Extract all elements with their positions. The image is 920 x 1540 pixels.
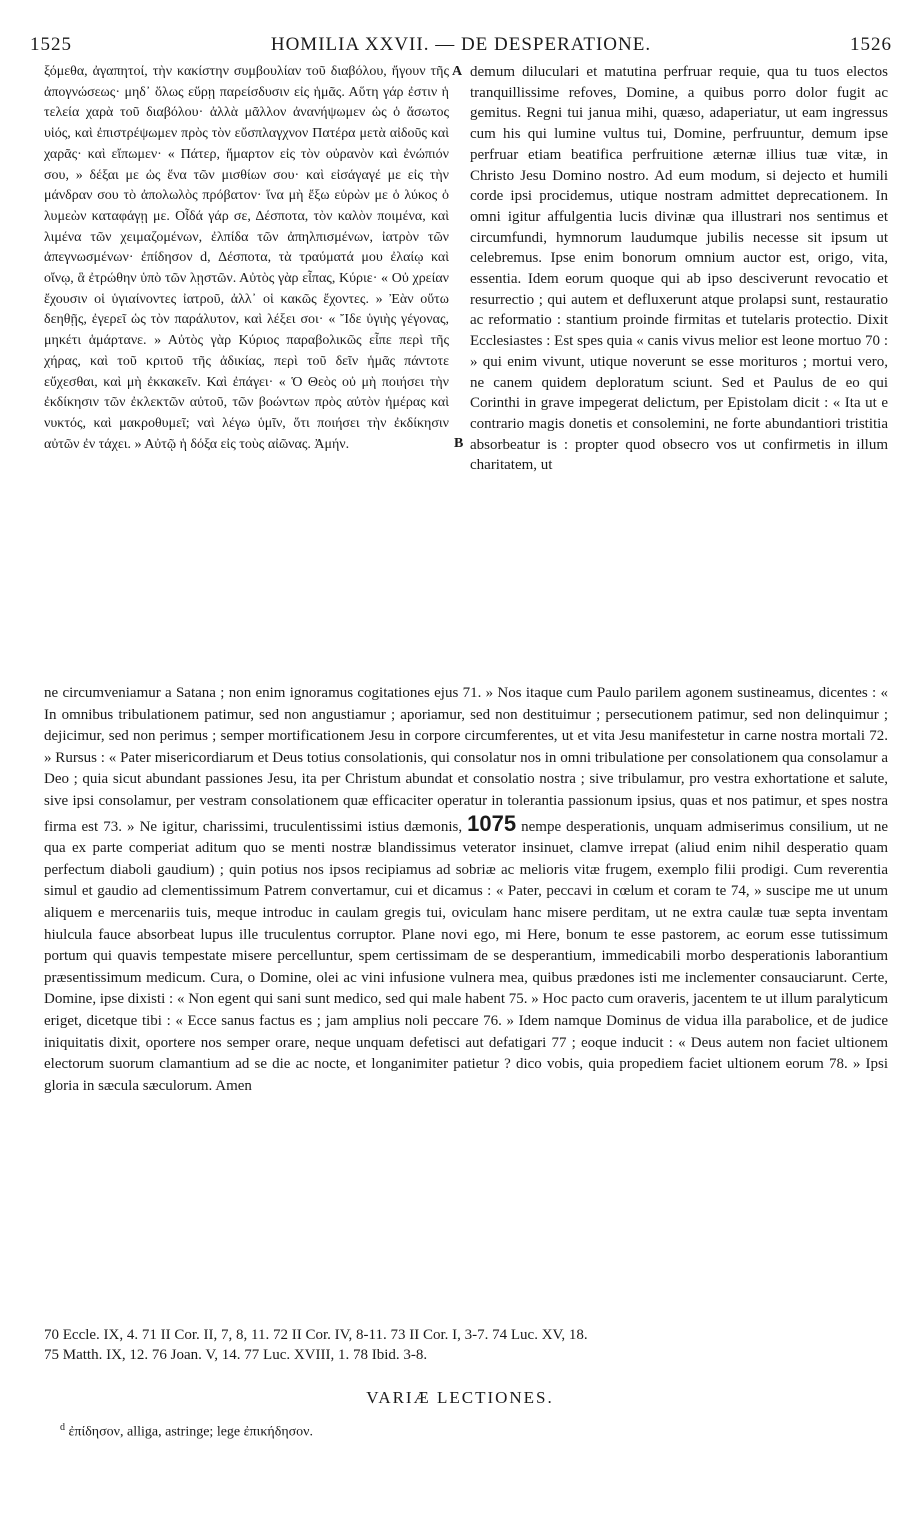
variae-lectiones-heading: VARIÆ LECTIONES. (366, 1388, 554, 1407)
latin-full-width-text (44, 683, 888, 1097)
greek-column-text: ξόμεθα, ἀγαπητοί, τὴν κακίστην συμβουλίαν τοῦ διαβόλου, ἤγουν τῆς ἀπογνώσεως· μηδ᾽ ὅλως εὕρῃ παρείσδυσιν εἰς ἡμᾶς. Αὕτη γάρ ἐστιν ἡ τελεία χαρὰ τοῦ διαβόλου· ἀλλὰ μᾶλλον ἀνανήψωμεν ὡς ὁ ἄσωτος υἱός, καὶ ἐπιστρέψωμεν πρὸς τὸν εὔσπλαγχνον Πατέρα μετὰ αἰδοῦς καὶ χαρᾶς· καὶ εἴπωμεν· « Πάτερ, ἥμαρτον εἰς τὸν οὐρανὸν καὶ ἐνώπιόν σου, » δέξαι με ὡς ἕνα τῶν μισθίων σου· καὶ εἰσάγαγέ με εἰς τὴν μάνδραν σου τὸ ἀπολωλὸς πρόβατον· ἵνα μὴ ἔξω εὑρὼν με ὁ λύκος ὁ λυμεὼν καταφάγῃ με. Οἶδά γάρ σε, Δέσποτα, τὸν καλὸν ποιμένα, καὶ λιμένα τῶν χειμαζομένων, ἐλπίδα τῶν ἀπηλπισμένων, ἰατρὸν τῶν ἀπεγνωσμένων· ἐπίδησον d, Δέσποτα, τὰ τραύματά μου ἐλαίῳ καὶ οἴνῳ, ἃ ἐτρώθην ὑπὸ τῶν λῃστῶν. Αὐτὸς γὰρ εἶπας, Κύριε· « Οὐ χρείαν ἔχουσιν οἱ ὑγιαίνοντες ἰατροῦ, ἀλλ᾽ οἱ κακῶς ἔχοντες. » Ἐὰν οὕτω δεηθῇς, ἐγερεῖ ὡς τὸν παράλυτον, καὶ λέξει σοι· « Ἴδε ὑγιὴς γέγονας, μηκέτι ἁμάρτανε. » Αὐτὸς γὰρ Κύριος παραβολικῶς εἶπε περὶ τῆς χήρας, καὶ τοῦ κριτοῦ τῆς ἀδικίας, περὶ τοῦ δεῖν ἡμᾶς πάντοτε εὔχεσθαι, καὶ μὴ ἐκκακεῖν. Καὶ ἐπάγει· « Ὁ Θεὸς οὐ μὴ ποιήσει τὴν ἐκδίκησιν τῶν ἐκλεκτῶν αὐτοῦ, τῶν βοώντων πρὸς αὐτὸν ἡμέρας καὶ νυκτός, καὶ μακροθυμεῖ; ναὶ λέγω ὑμῖν, ὅτι ποιήσει τὴν ἐκδίκησιν αὐτῶν ἐν τάχει. » Αὐτῷ ἡ δόξα εἰς τοὺς αἰῶνας. Ἀμήν. (44, 64, 449, 452)
margin-letter-a: A (452, 64, 463, 79)
page-number-left: 1525 (30, 34, 72, 55)
note-marker: d (60, 1422, 65, 1433)
page-header (30, 34, 892, 56)
latin-text-part-2: nempe desperationis, unquam admiserimus consilium, ut ne qua ex parte comperiat aditum quo se menti nostræ blandissimus veterator insinuet, clamve irrepat (aliud enim nihil desperatio quam perfectum diaboli gaudium) ; quin potius nos ipsos recipiamus ad sobriæ ac melioris vitæ frugem, exemplo filii prodigi. Cum reverentia simul et gaudio ad clementissimum Patrem convertamur, cui et dicamus : « Pater, peccavi in cœlum et coram te 74, » suscipe me ut unum aliquem e mercenariis tuis, meque introduc in caulam gregis tui, oviculam hanc misere perditam, ut ne extra caulæ tuæ septa inventam hiulcula fauce absorbeat lupus ille truculentus corruptor. Plane novi ego, mi Here, bonum te esse pastorem, ac eorum esse tutissimum portum qui quavis tempestate misere percelluntur, spem certissimam de se desperantium, immedicabili morbo desperationis laborantium præsentissimum medicum. Cura, o Domine, olei ac vini infusione vulnera mea, quibus prædones isti me inclementer consauciarunt. Certe, Domine, ipse dixisti : « Non egent qui sani sunt medico, sed qui male habent 75. » Hoc pacto cum oraveris, jacentem te ut illum paralyticum eriget, dicetque tibi : « Ecce sanus factus es ; jam amplius noli peccare 76. » Idem namque Dominus de vidua illa parabolice, et de judice iniquitatis dixit, oportere nos semper orare, neque unquam defetisci aut defatigari 77 ; eoque inducit : « Deus autem non faciet ultionem electorum suorum clamantium ad se die ac nocte, et longanimiter patietur ? dico vobis, quia propediem faciet ultionem eorum 78. » Ipsi gloria in sæcula sæculorum. Amen (44, 818, 888, 1094)
page-number-right: 1526 (850, 34, 892, 55)
margin-letter-b: B (454, 436, 464, 451)
running-title: HOMILIA XXVII. — DE DESPERATIONE. (270, 34, 652, 55)
references-line-2: 75 Matth. IX, 12. 76 Joan. V, 14. 77 Luc. XVIII, 1. 78 Ibid. 3-8. (44, 1347, 428, 1363)
latin-column-text: demum diluculari et matutina perfruar requie, qua tu tuos electos tranquillissime refoves, Domine, a quibus porro dolor fugit ac gemitus. Regni tui janua mihi, quæso, adaperiatur, ut eam ingressus cum his qui lumine vultus tui, Domine, perfruuntur, demum ipse perfruar etiam beatifica perfruitione æternæ illius tuæ vitæ, in Christo Jesu Domino nostro. Ad eum modum, si dejecto et humili corde ipsi procidemus, utique nostram admittet deprecationem. In omni igitur affulgentia lucis divinæ qua illustrari nos sentimus et circumfundi, hymnorum laudumque jubilis necesse sit ipsum ut celebremus. Ipse enim bonorum omnium auctor est, origo, vita, essentia. Idem eorum quoque qui ab ipso desciverunt revocatio et resurrectio ; qui autem et defluxerunt atque prolapsi sunt, restauratio ac reformatio : stantium proinde firmitas et tutelaris protectio. Dixit Ecclesiastes : Est spes quia « canis vivus melior est leone mortuo 70 : » qui enim vivunt, utique noverunt se esse morituros ; mortui vero, ne canem quidem deploratum sciunt. Sed et Paulus de eo qui Corinthi in grave impegerat delictum, per Epistolam dicit : « Ita ut e contrario magis donetis et consolemini, ne forte abundantiori tristitia absorbeatur is : propter quod obsecro vos ut confirmetis in illum charitatem, ut (470, 64, 888, 474)
page-marker-number: 1075 (467, 810, 517, 836)
note-text: ἐπίδησον, alliga, astringe; lege ἐπικήδησον. (68, 1424, 314, 1440)
scripture-references (44, 1325, 888, 1365)
variant-reading-note (60, 1422, 860, 1441)
latin-text-part-1: ne circumveniamur a Satana ; non enim ignoramus cogitationes ejus 71. » Nos itaque cum Paulo parilem agonem sustineamus, dicentes : « In omnibus tribulationem patimur, sed non angustiamur ; aporiamur, sed non destituimur ; persecutionem patimur, sed non delinquimur ; dejicimur, sed non perimus ; semper mortificationem Jesu in corpore circumferentes, ut et vita Jesu manifestetur in carne nostra mortali 72. » Rursus : « Pater misericordiarum et Deus totius consolationis, qui consolatur nos in omni tribulatione per consolationem qua consolamur a Deo ; quia sicut abundant passiones Jesu, ita per Christum abundat et consolatio nostra ; sive tribulamur, pro vestra exhortatione et salute, sive ipsi consolamur, per vestram consolationem quæ efficaciter operatur in tolerantia passionum ipsius, quas et nos patimur, et spes nostra firma est 73. » Ne igitur, charissimi, truculentissimi istius dæmonis, (44, 685, 888, 835)
references-line-1: 70 Eccle. IX, 4. 71 II Cor. II, 7, 8, 11. 72 II Cor. IV, 8-11. 73 II Cor. I, 3-7. 74 Luc. XV, 18. (44, 1327, 588, 1343)
column-gutter-markers (452, 62, 466, 451)
